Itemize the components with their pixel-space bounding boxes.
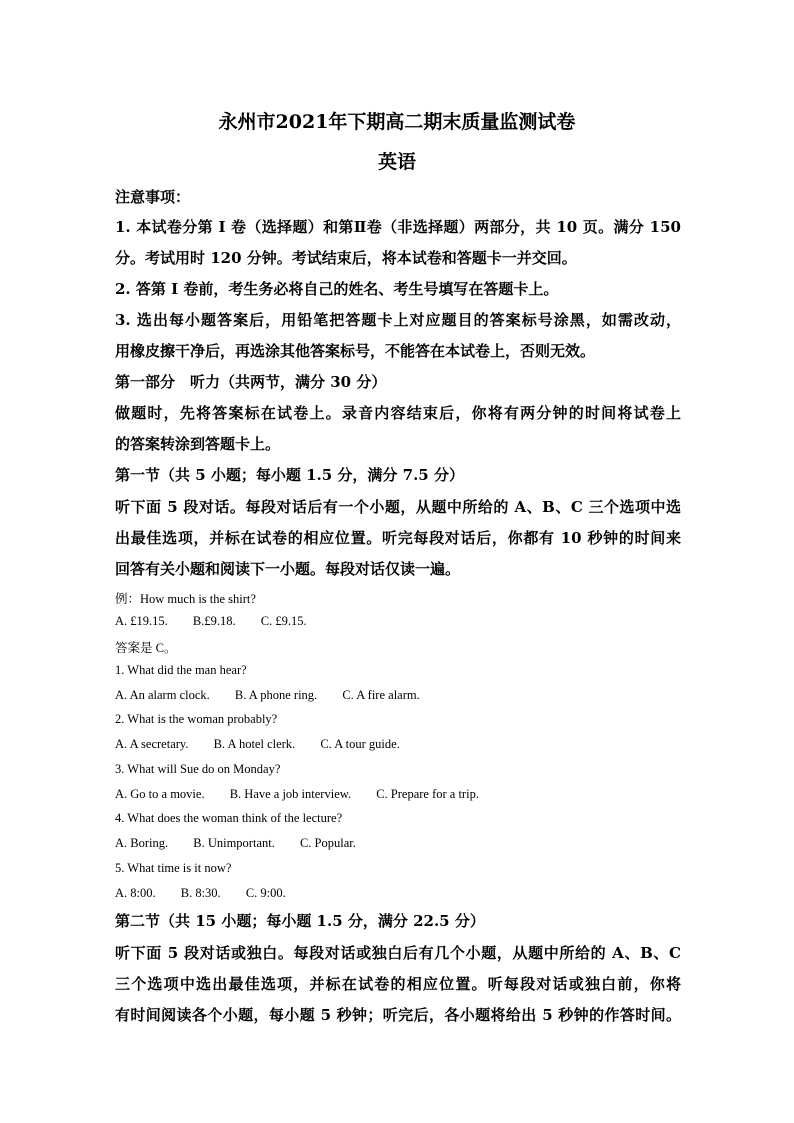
option-c: C. Prepare for a trip.: [376, 787, 479, 801]
option-a: A. Boring.: [115, 836, 169, 850]
question-text: 1. What did the man hear?: [115, 663, 247, 677]
option-b: B. A phone ring.: [234, 688, 318, 702]
notice-heading: 注意事项：: [115, 188, 191, 206]
example-answer: 答案是 C。: [115, 641, 177, 655]
question-text: 2. What is the woman probably?: [115, 712, 278, 726]
part1-heading: 第一部分 听力（共两节，满分 30 分）: [115, 373, 387, 391]
question-text: 3. What will Sue do on Monday?: [115, 762, 281, 776]
option-b: B. 8:30.: [180, 886, 221, 900]
section1-heading: 第一节（共 5 小题；每小题 1.5 分，满分 7.5 分）: [115, 466, 464, 484]
option-c: C. Popular.: [299, 836, 356, 850]
question-text: 4. What does the woman think of the lecture?: [115, 811, 343, 825]
notice-line: 3. 选出每小题答案后，用铅笔把答题卡上对应题目的答案标号涂黑，如需改动，: [115, 311, 681, 329]
option-a: A. A secretary.: [115, 737, 189, 751]
notice-line: 分。考试用时 120 分钟。考试结束后，将本试卷和答题卡一并交回。: [115, 249, 577, 267]
question-options: [115, 737, 422, 752]
section1-intro-line: 出最佳选项，并标在试卷的相应位置。听完每段对话后，你都有 10 秒钟的时间来: [115, 529, 681, 547]
section2-intro-line: 有时间阅读各个小题，每小题 5 秒钟；听完后，各小题将给出 5 秒钟的作答时间。: [115, 1006, 681, 1024]
question-options: [115, 787, 501, 802]
option-c: C. A fire alarm.: [342, 688, 420, 702]
option-a: A. £19.15.: [115, 614, 168, 628]
notice-line: 用橡皮擦干净后，再选涂其他答案标号，不能答在本试卷上，否则无效。: [115, 342, 596, 360]
example-question: 例：How much is the shirt?: [115, 592, 256, 606]
option-a: A. Go to a movie.: [115, 787, 205, 801]
question-text: 5. What time is it now?: [115, 861, 232, 875]
option-b: B. Have a job interview.: [229, 787, 352, 801]
section2-intro-line: 三个选项中选出最佳选项，并标在试卷的相应位置。听每段对话或独白前，你将: [115, 975, 681, 993]
option-c: C. A tour guide.: [320, 737, 400, 751]
option-a: A. 8:00.: [115, 886, 156, 900]
section1-intro-line: 回答有关小题和阅读下一小题。每段对话仅读一遍。: [115, 560, 461, 578]
section2-intro-line: 听下面 5 段对话或独白。每段对话或独白后有几个小题，从题中所给的 A、B、C: [115, 944, 681, 962]
question-options: [115, 836, 378, 851]
exam-title: 永州市2021年下期高二期末质量监测试卷: [218, 111, 576, 133]
part1-intro-line: 的答案转涂到答题卡上。: [115, 435, 281, 453]
option-c: C. 9:00.: [245, 886, 286, 900]
option-b: B. Unimportant.: [193, 836, 275, 850]
part1-intro-line: 做题时，先将答案标在试卷上。录音内容结束后，你将有两分钟的时间将试卷上: [115, 404, 681, 422]
notice-line: 1. 本试卷分第 I 卷（选择题）和第Ⅱ卷（非选择题）两部分，共 10 页。满分 150: [115, 218, 681, 236]
subject-title: 英语: [377, 151, 416, 173]
notice-line: 2. 答第 I 卷前，考生务必将自己的姓名、考生号填写在答题卡上。: [115, 280, 559, 298]
section1-intro-line: 听下面 5 段对话。每段对话后有一个小题，从题中所给的 A、B、C 三个选项中选: [115, 498, 681, 516]
question-options: [115, 688, 442, 703]
question-options: [115, 886, 308, 901]
option-b: B. A hotel clerk.: [213, 737, 296, 751]
example-options: [115, 614, 329, 629]
option-a: A. An alarm clock.: [115, 688, 210, 702]
section2-heading: 第二节（共 15 小题；每小题 1.5 分，满分 22.5 分）: [115, 912, 485, 930]
option-c: C. £9.15.: [260, 614, 307, 628]
option-b: B.£9.18.: [192, 614, 236, 628]
